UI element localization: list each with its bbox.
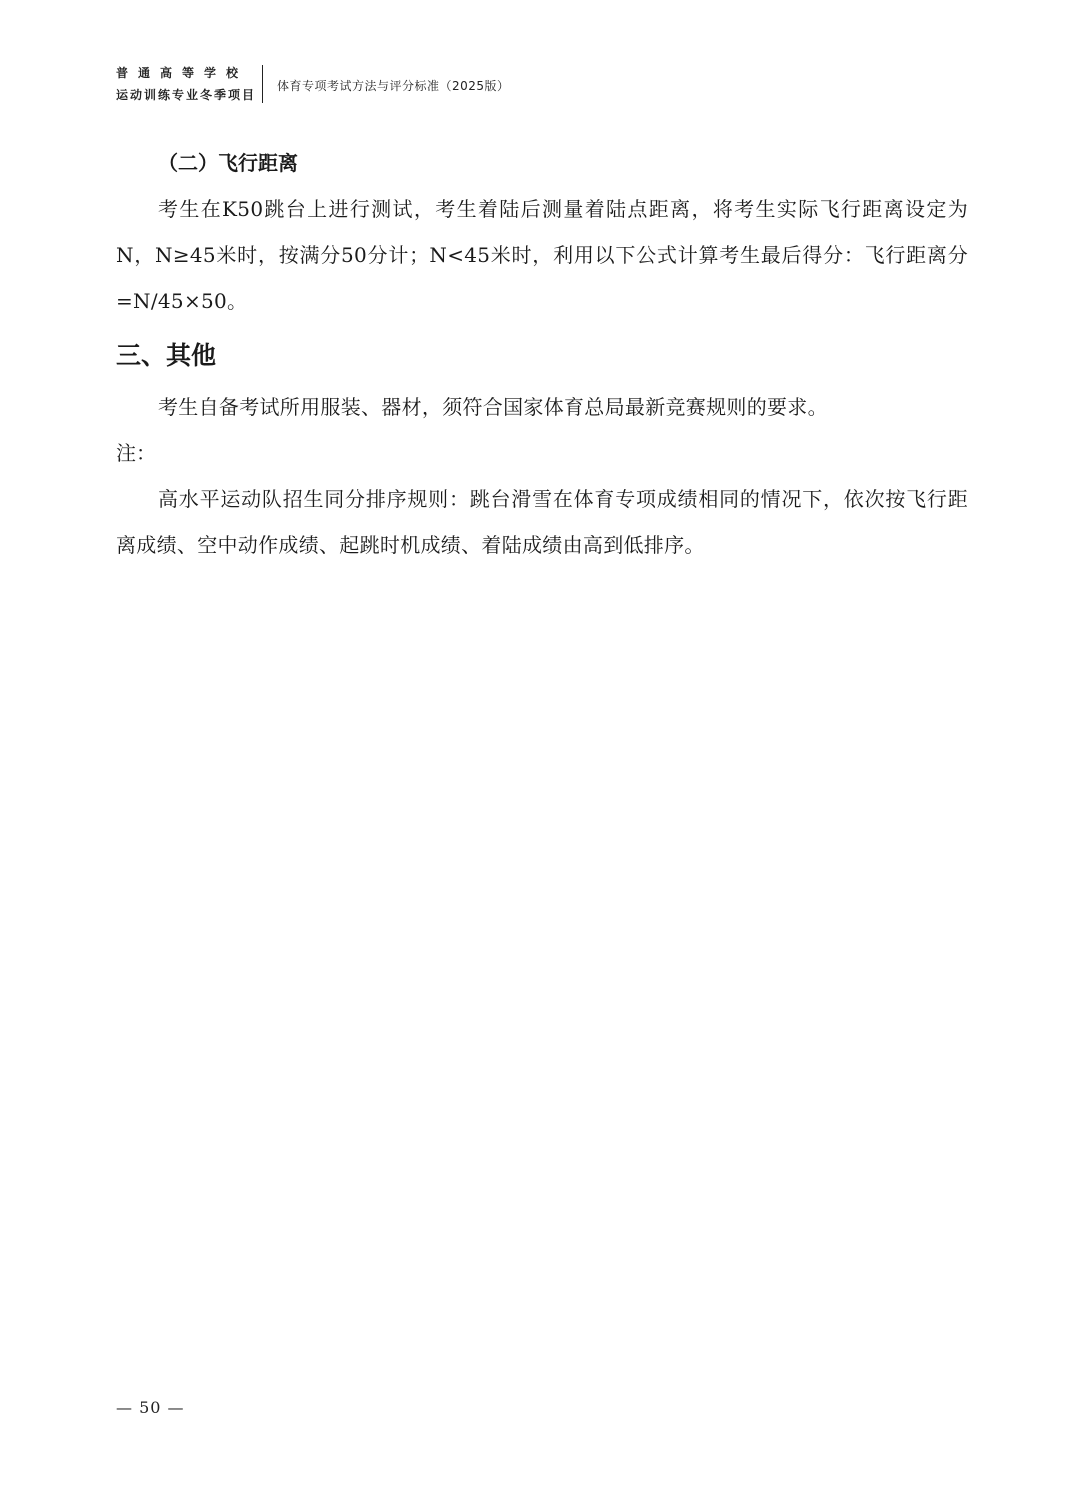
header-program-label: 运动训练专业冬季项目	[116, 88, 257, 102]
section-flight-distance-text: 考生在K50跳台上进行测试，考生着陆后测量着陆点距离，将考生实际飞行距离设定为N，N≥45米时，按满分50分计；N<45米时，利用以下公式计算考生最后得分：飞行距离分=N/45×50。	[116, 197, 968, 313]
section-other-text: 考生自备考试所用服装、器材，须符合国家体育总局最新竞赛规则的要求。	[158, 395, 828, 419]
header-divider	[262, 65, 263, 103]
note-text: 高水平运动队招生同分排序规则：跳台滑雪在体育专项成绩相同的情况下，依次按飞行距离成绩、空中动作成绩、起跳时机成绩、着陆成绩由高到低排序。	[116, 487, 968, 557]
page-header	[116, 64, 510, 104]
page-number: — 50 —	[116, 1398, 185, 1417]
header-school-label: 普通高等学校	[116, 66, 249, 80]
section-other-title: 三、其他	[116, 341, 217, 370]
section-flight-distance-title: （二）飞行距离	[158, 151, 298, 175]
header-left-block	[116, 65, 256, 103]
page-content	[116, 140, 968, 568]
header-document-title: 体育专项考试方法与评分标准（2025版）	[277, 79, 510, 93]
note-label: 注：	[116, 441, 156, 465]
